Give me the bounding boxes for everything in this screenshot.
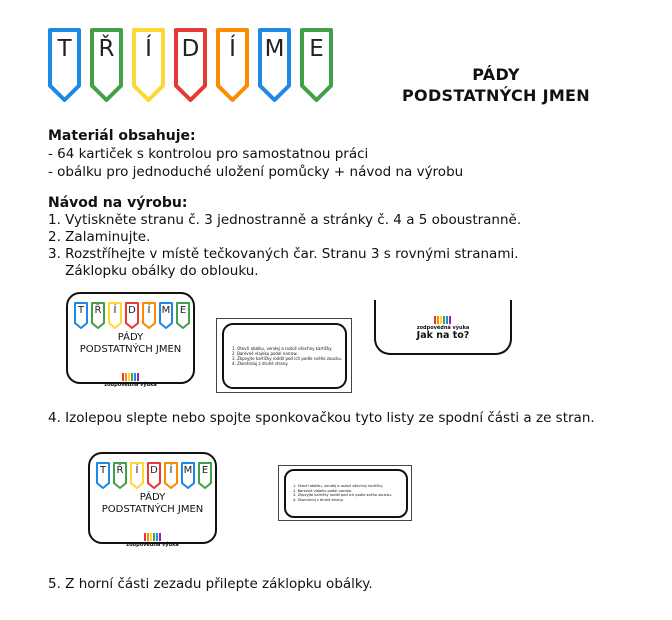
card-subtitle-1b: PÁDY [139, 492, 166, 503]
card-subtitle-1: PÁDY [117, 332, 144, 343]
envelope-back-card-2 [284, 469, 408, 518]
instructions-heading: Návod na výrobu: [48, 195, 188, 211]
small-logo [74, 302, 190, 329]
document-title [376, 64, 616, 106]
pennant-3 [130, 462, 144, 489]
brand-bar [443, 316, 445, 324]
instruction-step-2: 2. Zalaminujte. [48, 229, 151, 245]
mini-step-1b: 1. Otevři obálku, vendej a rozlož všechny kartičky. [293, 484, 384, 488]
pennant-letter: E [309, 36, 324, 62]
brand-bar [440, 316, 442, 324]
envelope-back-card [222, 323, 347, 389]
pennant-letter: Í [145, 36, 152, 62]
mini-steps [232, 346, 342, 366]
pennant-1 [48, 28, 81, 102]
pennant-letter: M [183, 465, 193, 476]
pennant-3 [108, 302, 122, 329]
flap-card [374, 300, 512, 355]
envelope-back-frame [216, 318, 352, 393]
pennant-letter: M [264, 36, 285, 62]
envelope-front-card-2 [88, 452, 217, 548]
instruction-step-1: 1. Vytiskněte stranu č. 3 jednostranně a stránky č. 4 a 5 oboustranně. [48, 212, 522, 228]
brand-bar [147, 533, 149, 541]
pennant-letter: Í [229, 36, 236, 62]
pennant-7 [176, 302, 190, 329]
pennant-letter: Ř [94, 305, 102, 316]
title-line-2: PODSTATNÝCH JMEN [402, 86, 590, 105]
pennant-2 [90, 28, 123, 102]
pennant-5 [164, 462, 178, 489]
small-logo-2 [96, 462, 212, 489]
pennant-1 [96, 462, 110, 489]
pennant-letter: D [150, 465, 158, 476]
mini-step-4: 4. Zkontroluj z druhé strany. [232, 361, 289, 366]
brand-bar [128, 373, 130, 381]
pennant-4 [174, 28, 207, 102]
brand-bars-icon [122, 362, 140, 370]
flap-brand-logo [376, 305, 510, 331]
pennant-letter: Ř [98, 36, 115, 62]
brand-text-2: zodpovědná výuka [126, 542, 179, 548]
pennant-letter: Í [169, 465, 173, 476]
pennant-3 [132, 28, 165, 102]
brand-text: zodpovědná výuka [104, 382, 157, 388]
pennant-6 [159, 302, 173, 329]
pennant-letter: D [181, 36, 200, 62]
pennant-1 [74, 302, 88, 329]
instruction-step-4: 4. Izolepou slepte nebo spojte sponkovačkou tyto listy ze spodní části a ze stran. [48, 410, 595, 426]
mini-steps-2 [293, 484, 392, 502]
instruction-step-5: 5. Z horní části zezadu přilepte záklopku obálky. [48, 576, 373, 592]
mini-step-2b: 2. Barevné vlajeku podal narrow. [293, 488, 352, 493]
mini-step-3b: 3. Zkpvyjte kartičky roddíl pod ich podle svého zoucku. [293, 493, 392, 497]
pennant-letter: E [201, 465, 209, 476]
brand-bar [150, 533, 152, 541]
pennant-4 [125, 302, 139, 329]
flap-brand-bars-icon [434, 305, 452, 313]
material-item-1: - 64 kartiček s kontrolou pro samostatnou práci [48, 146, 369, 162]
material-heading: Materiál obsahuje: [48, 128, 196, 144]
pennant-4 [147, 462, 161, 489]
flap-label: Jak na to? [416, 330, 470, 341]
title-line-1: PÁDY [472, 65, 520, 84]
instruction-step-3: 3. Rozstříhejte v místě tečkovaných čar. Stranu 3 s rovnými stranami. [48, 246, 519, 262]
pennant-letter: T [77, 305, 85, 316]
brand-bar [156, 533, 158, 541]
brand-bar [449, 316, 451, 324]
brand-bar [153, 533, 155, 541]
pennant-2 [91, 302, 105, 329]
pennant-5 [216, 28, 249, 102]
mini-step-3: 3. Zkpvyjte kartičky roddíl pod ich podle svého zoucku. [232, 356, 343, 361]
envelope-front-card [66, 292, 195, 388]
pennant-letter: Í [113, 305, 117, 316]
flap-brand-text: zodpovědná výuka [416, 325, 470, 331]
pennant-2 [113, 462, 127, 489]
pennant-6 [181, 462, 195, 489]
pennant-letter: T [57, 36, 72, 62]
brand-bar [137, 373, 139, 381]
brand-logo-2 [90, 522, 215, 548]
mini-step-4b: 4. Zkontroluj z druhé strany. [293, 497, 344, 502]
pennant-7 [198, 462, 212, 489]
brand-bars-icon-2 [144, 522, 162, 530]
mini-step-1: 1. Otevři obálku, vendej a rozlož všechny kartičky. [232, 346, 333, 351]
instruction-step-3-cont: Záklopku obálky do oblouku. [48, 263, 259, 279]
pennant-6 [258, 28, 291, 102]
brand-bar [159, 533, 161, 541]
pennant-5 [142, 302, 156, 329]
envelope-back-frame-2 [278, 465, 412, 521]
pennant-letter: M [161, 305, 171, 316]
brand-bar [131, 373, 133, 381]
brand-logo [68, 362, 193, 388]
pennant-letter: Í [147, 305, 151, 316]
material-item-2: - obálku pro jednoduché uložení pomůcky + návod na výrobu [48, 164, 464, 180]
mini-step-2: 2. Barevné vlajeku podal narrow. [232, 351, 298, 356]
brand-bar [134, 373, 136, 381]
pennant-letter: D [128, 305, 136, 316]
brand-bar [144, 533, 146, 541]
pennant-letter: Í [135, 465, 139, 476]
brand-bar [122, 373, 124, 381]
card-subtitle-2: PODSTATNÝCH JMEN [79, 344, 182, 355]
brand-bar [434, 316, 436, 324]
brand-bar [446, 316, 448, 324]
pennant-7 [300, 28, 333, 102]
pennant-letter: E [179, 305, 187, 316]
card-subtitle-2b: PODSTATNÝCH JMEN [101, 504, 204, 515]
brand-bar [437, 316, 439, 324]
tridime-logo [48, 28, 333, 102]
pennant-letter: T [99, 465, 107, 476]
brand-bar [125, 373, 127, 381]
pennant-letter: Ř [116, 465, 124, 476]
